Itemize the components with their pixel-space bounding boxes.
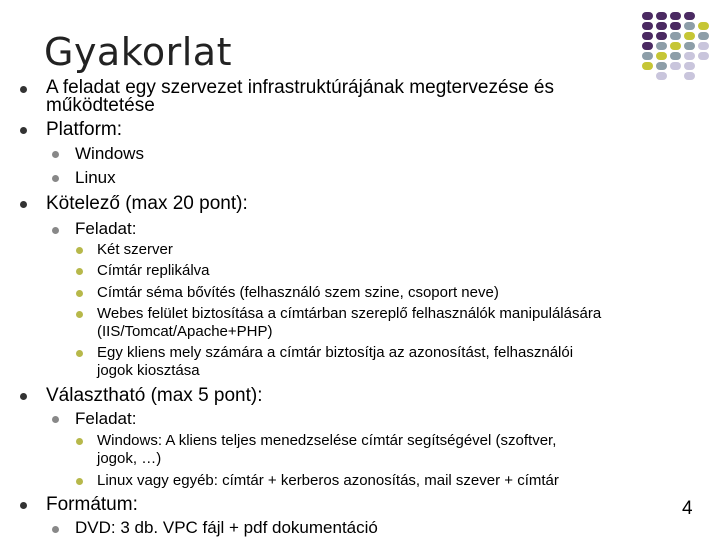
bullet-platform: Platform: (46, 119, 123, 140)
decor-dot (656, 22, 667, 30)
bullet-m3: Címtár séma bővítés (felhasználó szem szine, csoport neve) (97, 284, 499, 301)
slide-number: 4 (682, 498, 693, 519)
decor-dot (642, 42, 653, 50)
decor-dot (698, 22, 709, 30)
bullet-o1-line2: jogok, …) (97, 450, 162, 467)
bullet-icon (20, 502, 27, 509)
bullet-format-item: DVD: 3 db. VPC fájl + pdf dokumentáció (75, 518, 378, 537)
decor-dot (670, 42, 681, 50)
decor-dot (670, 52, 681, 60)
decor-dot (642, 62, 653, 70)
decor-dot (656, 62, 667, 70)
bullet-task-line2: működtetése (46, 95, 155, 116)
bullet-linux: Linux (75, 168, 116, 187)
bullet-icon (76, 247, 83, 254)
bullet-mandatory: Kötelező (max 20 pont): (46, 193, 248, 214)
decor-dot (684, 42, 695, 50)
bullet-icon (76, 268, 83, 275)
decor-dot (684, 12, 695, 20)
decor-dot (698, 42, 709, 50)
decor-dot (656, 32, 667, 40)
bullet-icon (20, 201, 27, 208)
bullet-m5-line1: Egy kliens mely számára a címtár biztosítja az azonosítást, felhasználói (97, 344, 574, 361)
decor-dot (670, 22, 681, 30)
decor-dot (656, 42, 667, 50)
bullet-task-line1: A feladat egy szervezet infrastruktúrájának megtervezése és (46, 77, 554, 98)
bullet-m4-line1: Webes felület biztosítása a címtárban szereplő felhasználók manipulálására (97, 305, 602, 322)
bullet-icon (20, 127, 27, 134)
decor-dot (670, 62, 681, 70)
bullet-icon (76, 478, 83, 485)
bullet-optional-task: Feladat: (75, 409, 137, 428)
decor-dot (656, 52, 667, 60)
bullet-optional: Választható (max 5 pont): (46, 385, 263, 406)
bullet-icon (20, 393, 27, 400)
bullet-m1: Két szerver (97, 241, 173, 258)
bullet-icon (76, 311, 83, 318)
decorative-dot-grid (640, 10, 720, 80)
bullet-format: Formátum: (46, 494, 138, 515)
decor-dot (642, 32, 653, 40)
bullet-icon (52, 416, 59, 423)
bullet-icon (76, 438, 83, 445)
bullet-icon (52, 526, 59, 533)
bullet-o2: Linux vagy egyéb: címtár + kerberos azonosítás, mail szever + címtár (97, 472, 559, 489)
slide-title: Gyakorlat (44, 30, 232, 74)
decor-dot (642, 52, 653, 60)
decor-dot (656, 12, 667, 20)
bullet-m4-line2: (IIS/Tomcat/Apache+PHP) (97, 323, 273, 340)
decor-dot (684, 62, 695, 70)
bullet-m5-line2: jogok kiosztása (97, 362, 200, 379)
decor-dot (642, 22, 653, 30)
bullet-o1-line1: Windows: A kliens teljes menedzselése címtár segítségével (szoftver, (97, 432, 557, 449)
bullet-icon (76, 290, 83, 297)
bullet-mandatory-task: Feladat: (75, 219, 137, 238)
decor-dot (684, 22, 695, 30)
bullet-icon (20, 86, 27, 93)
bullet-icon (52, 175, 59, 182)
bullet-icon (52, 151, 59, 158)
bullet-m2: Címtár replikálva (97, 262, 210, 279)
decor-dot (684, 32, 695, 40)
decor-dot (642, 12, 653, 20)
decor-dot (656, 72, 667, 80)
bullet-icon (76, 350, 83, 357)
decor-dot (684, 52, 695, 60)
decor-dot (684, 72, 695, 80)
decor-dot (670, 12, 681, 20)
decor-dot (670, 32, 681, 40)
decor-dot (698, 32, 709, 40)
bullet-icon (52, 227, 59, 234)
bullet-windows: Windows (75, 144, 144, 163)
decor-dot (698, 52, 709, 60)
